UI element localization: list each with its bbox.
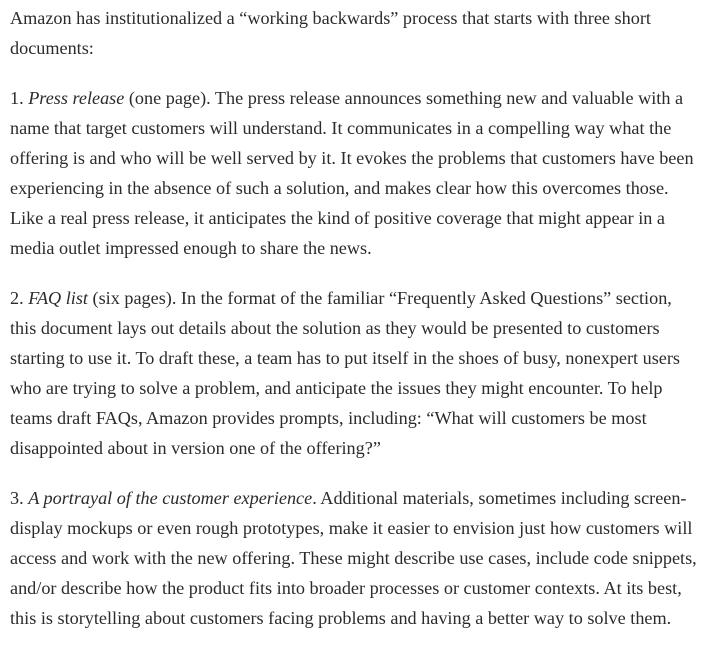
item-number: 1. xyxy=(10,88,24,108)
item-term: A portrayal of the customer experience xyxy=(28,488,313,508)
list-item xyxy=(10,283,698,463)
item-term: Press release xyxy=(28,88,125,108)
list-item xyxy=(10,483,698,633)
item-term: FAQ list xyxy=(28,288,88,308)
item-body: (one page). The press release announces something new and valuable with a name that target customers will understand. It communicates in a compelling way what the offering is and who will be well served by it. It evokes the problems that customers have been experiencing in the absence of such a solution, and makes clear how this overcomes those. Like a real press release, it anticipates the kind of positive coverage that might appear in a media outlet impressed enough to share the news. xyxy=(10,88,694,258)
item-number: 2. xyxy=(10,288,24,308)
item-number: 3. xyxy=(10,488,24,508)
list-item xyxy=(10,83,698,263)
item-body: . Additional materials, sometimes including screen-display mockups or even rough prototypes, make it easier to envision just how customers will access and work with the new offering. These might describe use cases, include code snippets, and/or describe how the product fits into broader processes or customer contexts. At its best, this is storytelling about customers facing problems and having a better way to solve them. xyxy=(10,488,697,628)
intro-paragraph: Amazon has institutionalized a “working backwards” process that starts with three short documents: xyxy=(10,8,651,58)
item-body: (six pages). In the format of the familiar “Frequently Asked Questions” section, this document lays out details about the solution as they would be presented to customers starting to use it. To draft these, a team has to put itself in the shoes of busy, nonexpert users who are trying to solve a problem, and anticipate the issues they might encounter. To help teams draft FAQs, Amazon provides prompts, including: “What will customers be most disappointed about in version one of the offering?” xyxy=(10,288,681,458)
